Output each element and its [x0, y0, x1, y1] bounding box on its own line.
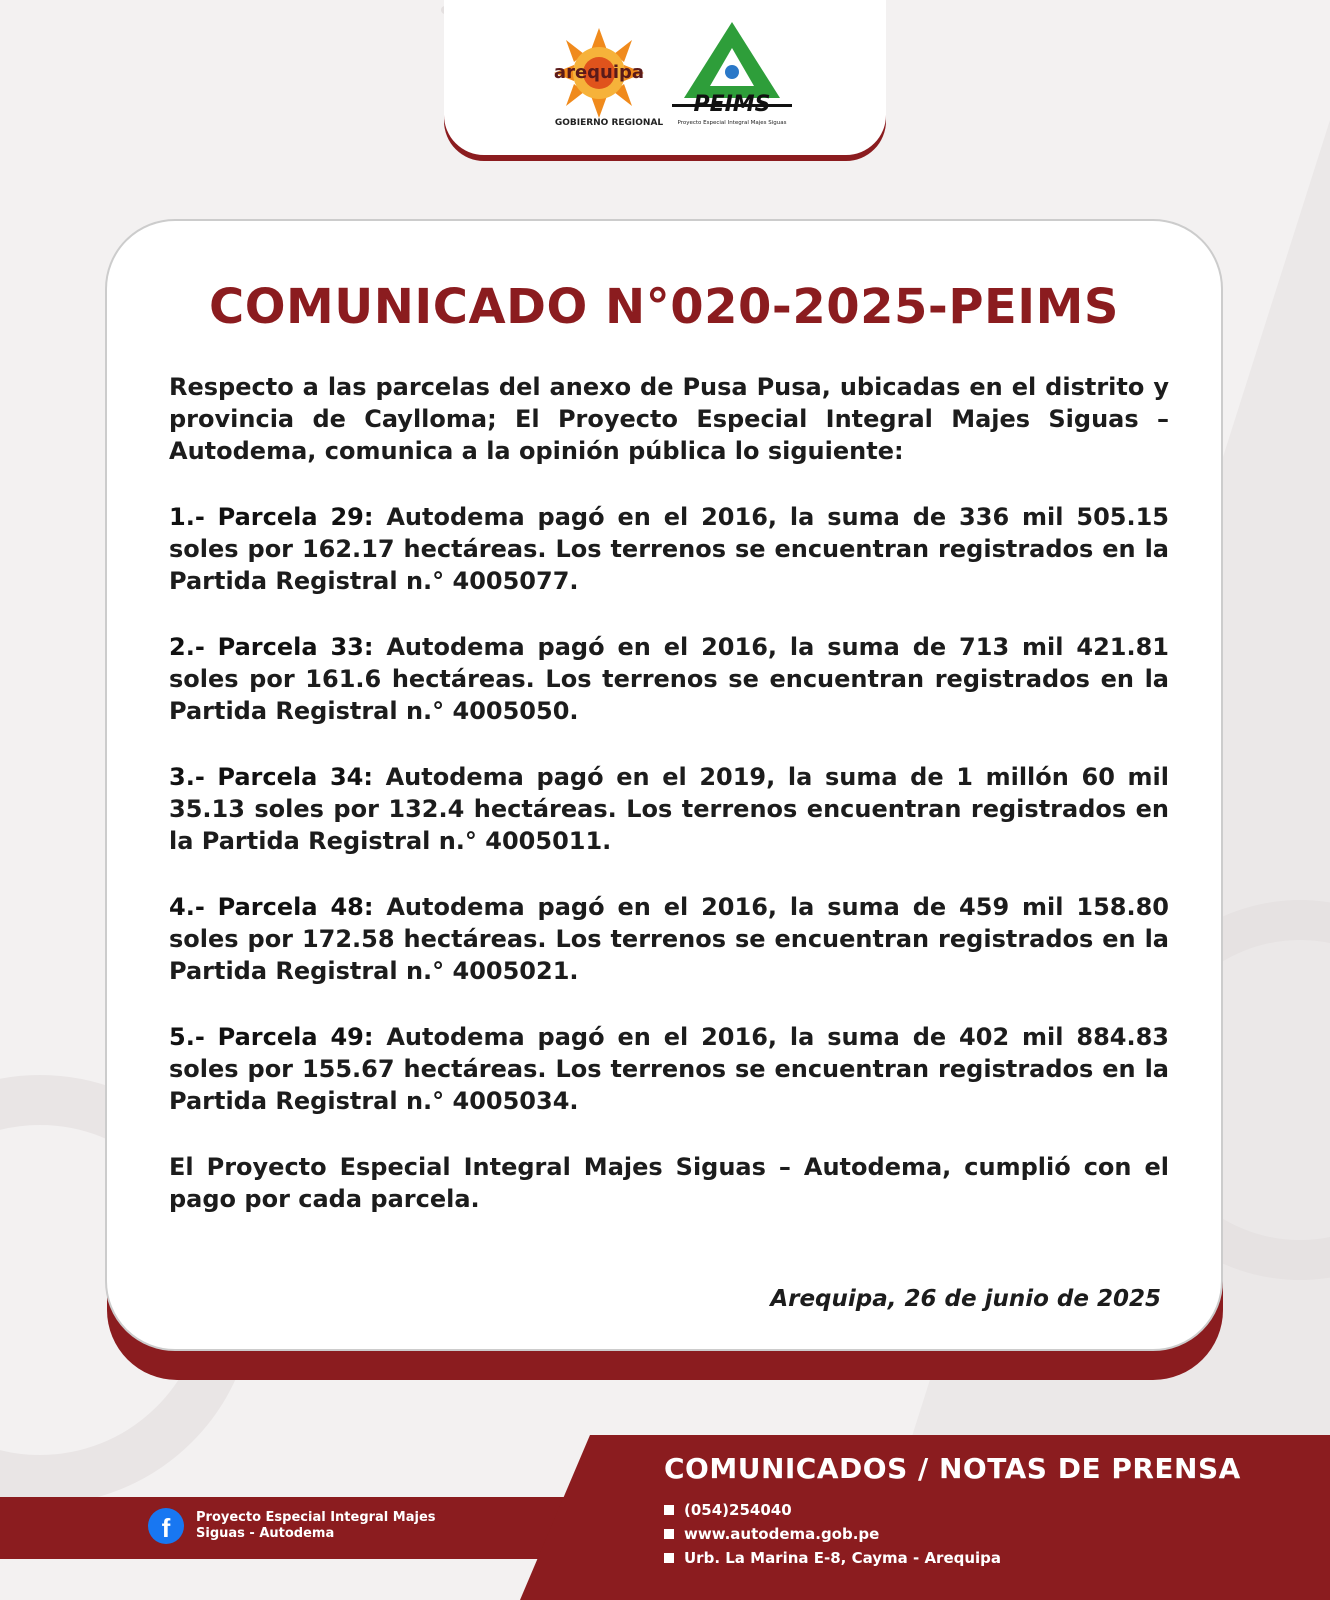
- parcel-label: 2.- Parcela 33:: [169, 633, 374, 661]
- contact-website[interactable]: [664, 1522, 1001, 1546]
- arequipa-logo: [544, 28, 664, 128]
- footer-heading: COMUNICADOS / NOTAS DE PRENSA: [664, 1452, 1241, 1485]
- page-title: COMUNICADO N°020-2025-PEIMS: [208, 279, 1119, 335]
- parcel-text: Autodema pagó en el 2019, la suma de 1 millón 60 mil 35.13 soles por 132.4 hectáreas. Los terrenos encuentran registrados en la Partida Registral n.° 4005011.: [169, 763, 1169, 855]
- peims-logo: [672, 20, 792, 132]
- contact-address: [664, 1546, 1001, 1570]
- facebook-icon: f: [148, 1508, 184, 1544]
- parcel-label: 1.- Parcela 29:: [169, 503, 374, 531]
- date-line: Arequipa, 26 de junio de 2025: [770, 1286, 1161, 1312]
- phone-text: (054)254040: [684, 1501, 792, 1519]
- address-text: Urb. La Marina E-8, Cayma - Arequipa: [684, 1549, 1002, 1567]
- parcel-item: [169, 891, 1169, 987]
- parcel-text: Autodema pagó en el 2016, la suma de 713 mil 421.81 soles por 161.6 hectáreas. Los terrenos se encuentran registrados en la Partida Registral n.° 4005050.: [169, 633, 1169, 725]
- parcel-text: Autodema pagó en el 2016, la suma de 336 mil 505.15 soles por 162.17 hectáreas. Los terrenos se encuentran registrados en la Partida Registral n.° 4005077.: [169, 503, 1169, 595]
- arequipa-caption: GOBIERNO REGIONAL: [554, 118, 664, 128]
- communique-body: [169, 371, 1169, 1249]
- parcel-text: Autodema pagó en el 2016, la suma de 459 mil 158.80 soles por 172.58 hectáreas. Los terrenos se encuentran registrados en la Partida Registral n.° 4005021.: [169, 893, 1169, 985]
- peims-logo-text: PEIMS: [693, 92, 771, 117]
- contact-list: [664, 1498, 1001, 1570]
- peims-caption: Proyecto Especial Integral Majes Siguas: [677, 120, 787, 126]
- closing-paragraph: El Proyecto Especial Integral Majes Siguas – Autodema, cumplió con el pago por cada parcela.: [169, 1153, 1169, 1213]
- facebook-page-name: Proyecto Especial Integral Majes Siguas - Autodema: [196, 1510, 436, 1541]
- parcel-text: Autodema pagó en el 2016, la suma de 402 mil 884.83 soles por 155.67 hectáreas. Los terrenos se encuentran registrados en la Partida Registral n.° 4005034.: [169, 1023, 1169, 1115]
- square-bullet-icon: [664, 1505, 674, 1515]
- website-text[interactable]: www.autodema.gob.pe: [684, 1525, 880, 1543]
- parcel-item: [169, 501, 1169, 597]
- parcel-item: [169, 761, 1169, 857]
- logo-header: [444, 0, 886, 155]
- parcel-item: [169, 1021, 1169, 1117]
- square-bullet-icon: [664, 1553, 674, 1563]
- parcel-label: 3.- Parcela 34:: [169, 763, 373, 791]
- parcel-label: 4.- Parcela 48:: [169, 893, 374, 921]
- square-bullet-icon: [664, 1529, 674, 1539]
- contact-phone: [664, 1498, 1001, 1522]
- arequipa-logo-text: arequipa: [553, 62, 645, 83]
- parcel-item: [169, 631, 1169, 727]
- intro-paragraph: Respecto a las parcelas del anexo de Pusa Pusa, ubicadas en el distrito y provincia de Caylloma; El Proyecto Especial Integral Majes Siguas – Autodema, comunica a la opinión pública lo siguiente:: [169, 373, 1169, 465]
- communique-card: [105, 219, 1223, 1351]
- parcel-label: 5.- Parcela 49:: [169, 1023, 374, 1051]
